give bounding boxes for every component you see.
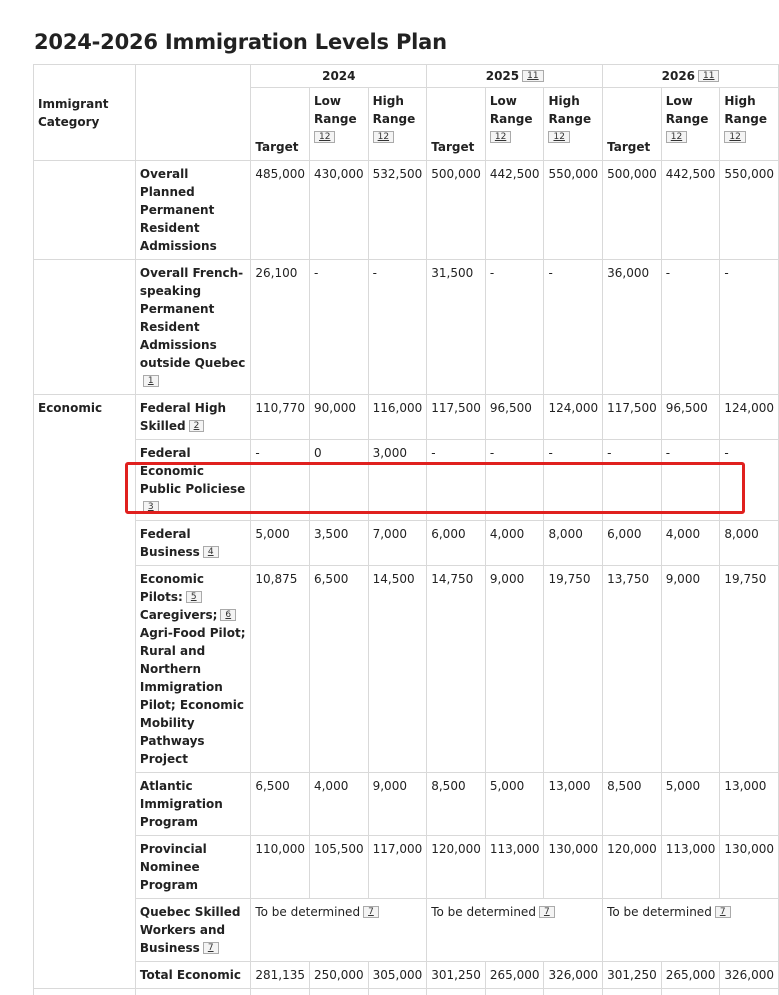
value-cell: - [485, 440, 544, 521]
low-range-header: Low Range 12 [661, 88, 720, 161]
value-cell: 6,500 [251, 773, 310, 836]
value-cell: To be determined 7 [251, 899, 427, 962]
value-cell: 500,000 [603, 161, 662, 260]
value-cell: 113,000 [485, 836, 544, 899]
value-cell: 120,000 [427, 836, 486, 899]
row-label: Federal High Skilled 2 [135, 395, 250, 440]
low-range-header: Low Range 12 [485, 88, 544, 161]
category-cell [34, 161, 136, 260]
value-cell: 250,000 [309, 962, 368, 989]
empty-cell [135, 989, 250, 995]
value-cell: 120,000 [603, 836, 662, 899]
value-cell: 105,500 [309, 836, 368, 899]
value-cell: 430,000 [309, 161, 368, 260]
immigration-levels-table [33, 64, 779, 995]
value-cell: 305,000 [368, 962, 427, 989]
value-cell: 110,770 [251, 395, 310, 440]
footnote-link[interactable]: 7 [539, 906, 555, 918]
table-row [34, 521, 779, 566]
value-cell: 326,000 [544, 962, 603, 989]
empty-cell [34, 989, 136, 995]
value-cell: - [544, 260, 603, 395]
category-cell: Economic [34, 395, 136, 989]
value-cell: 8,000 [544, 521, 603, 566]
empty-cell [251, 989, 310, 995]
footnote-link[interactable]: 1 [143, 375, 159, 387]
value-cell: 8,000 [720, 521, 779, 566]
value-cell: 301,250 [427, 962, 486, 989]
row-label: Federal Business 4 [135, 521, 250, 566]
footnote-link[interactable]: 7 [363, 906, 379, 918]
table-row [34, 989, 779, 995]
value-cell: 5,000 [661, 773, 720, 836]
footnote-link[interactable]: 5 [186, 591, 202, 603]
value-cell: 9,000 [661, 566, 720, 773]
value-cell: 13,000 [720, 773, 779, 836]
value-cell: 442,500 [485, 161, 544, 260]
table-row [34, 773, 779, 836]
value-cell: 3,000 [368, 440, 427, 521]
value-cell: 10,875 [251, 566, 310, 773]
year-header-2026: 2026 11 [603, 65, 779, 88]
value-cell: 8,500 [603, 773, 662, 836]
value-cell: 117,500 [603, 395, 662, 440]
value-cell: 8,500 [427, 773, 486, 836]
row-label: Total Economic [135, 962, 250, 989]
empty-cell [603, 989, 662, 995]
value-cell: - [544, 440, 603, 521]
table-row [34, 836, 779, 899]
low-range-header: Low Range 12 [309, 88, 368, 161]
footnote-link[interactable]: 12 [548, 131, 569, 143]
empty-cell [368, 989, 427, 995]
value-cell: 442,500 [661, 161, 720, 260]
table-row [34, 395, 779, 440]
value-cell: 5,000 [251, 521, 310, 566]
table-row [34, 566, 779, 773]
value-cell: - [427, 440, 486, 521]
footnote-link[interactable]: 7 [203, 942, 219, 954]
row-label: Overall French-speaking Permanent Resident Admissions outside Quebec1 [135, 260, 250, 395]
value-cell: 6,000 [427, 521, 486, 566]
value-cell: 36,000 [603, 260, 662, 395]
table-row [34, 440, 779, 521]
footnote-link[interactable]: 4 [203, 546, 219, 558]
table-row [34, 260, 779, 395]
value-cell: 31,500 [427, 260, 486, 395]
value-cell: - [485, 260, 544, 395]
value-cell: 4,000 [309, 773, 368, 836]
year-header-2024: 2024 [251, 65, 427, 88]
empty-cell [544, 989, 603, 995]
value-cell: 3,500 [309, 521, 368, 566]
value-cell: - [661, 260, 720, 395]
value-cell: 6,000 [603, 521, 662, 566]
value-cell: 117,000 [368, 836, 427, 899]
table-row [34, 899, 779, 962]
value-cell: 110,000 [251, 836, 310, 899]
value-cell: 0 [309, 440, 368, 521]
footnote-link[interactable]: 3 [143, 501, 159, 513]
value-cell: 9,000 [485, 566, 544, 773]
footnote-link[interactable]: 12 [373, 131, 394, 143]
value-cell: - [661, 440, 720, 521]
value-cell: 265,000 [485, 962, 544, 989]
footnote-link[interactable]: 12 [666, 131, 687, 143]
value-cell: 96,500 [661, 395, 720, 440]
value-cell: - [368, 260, 427, 395]
row-label-header [135, 65, 250, 161]
value-cell: 130,000 [720, 836, 779, 899]
value-cell: To be determined 7 [427, 899, 603, 962]
page-title: 2024-2026 Immigration Levels Plan [34, 30, 447, 54]
category-cell [34, 260, 136, 395]
value-cell: 500,000 [427, 161, 486, 260]
row-label: Overall Planned Permanent Resident Admissions [135, 161, 250, 260]
value-cell: 26,100 [251, 260, 310, 395]
target-header: Target [251, 88, 310, 161]
value-cell: 14,750 [427, 566, 486, 773]
value-cell: 326,000 [720, 962, 779, 989]
value-cell: 96,500 [485, 395, 544, 440]
footnote-link[interactable]: 12 [724, 131, 745, 143]
value-cell: 130,000 [544, 836, 603, 899]
row-label: Federal Economic Public Policiese3 [135, 440, 250, 521]
target-header: Target [427, 88, 486, 161]
value-cell: - [720, 260, 779, 395]
value-cell: - [309, 260, 368, 395]
empty-cell [485, 989, 544, 995]
empty-cell [309, 989, 368, 995]
value-cell: To be determined 7 [603, 899, 779, 962]
value-cell: 5,000 [485, 773, 544, 836]
footnote-link[interactable]: 7 [715, 906, 731, 918]
value-cell: 14,500 [368, 566, 427, 773]
year-header-2025: 2025 11 [427, 65, 603, 88]
value-cell: 301,250 [603, 962, 662, 989]
row-label: Economic Pilots: 5 Caregivers; 6 Agri-Food Pilot; Rural and Northern Immigration Pilot; Economic Mobility Pathways Project [135, 566, 250, 773]
value-cell: - [603, 440, 662, 521]
value-cell: 281,135 [251, 962, 310, 989]
value-cell: 13,750 [603, 566, 662, 773]
empty-cell [661, 989, 720, 995]
table-row [34, 962, 779, 989]
value-cell: 4,000 [485, 521, 544, 566]
value-cell: 532,500 [368, 161, 427, 260]
value-cell: 19,750 [720, 566, 779, 773]
value-cell: 116,000 [368, 395, 427, 440]
footnote-link[interactable]: 11 [522, 70, 543, 82]
immigrant-category-header: Immigrant Category [34, 65, 136, 161]
value-cell: 124,000 [544, 395, 603, 440]
footnote-link[interactable]: 11 [698, 70, 719, 82]
value-cell: 90,000 [309, 395, 368, 440]
row-label: Quebec Skilled Workers and Business 7 [135, 899, 250, 962]
footnote-link[interactable]: 2 [189, 420, 205, 432]
value-cell: 9,000 [368, 773, 427, 836]
value-cell: 113,000 [661, 836, 720, 899]
value-cell: 6,500 [309, 566, 368, 773]
value-cell: 485,000 [251, 161, 310, 260]
empty-cell [720, 989, 779, 995]
high-range-header: High Range 12 [720, 88, 779, 161]
footnote-link[interactable]: 12 [314, 131, 335, 143]
target-header: Target [603, 88, 662, 161]
value-cell: 13,000 [544, 773, 603, 836]
empty-cell [427, 989, 486, 995]
value-cell: - [251, 440, 310, 521]
high-range-header: High Range 12 [544, 88, 603, 161]
value-cell: 265,000 [661, 962, 720, 989]
value-cell: 117,500 [427, 395, 486, 440]
value-cell: 7,000 [368, 521, 427, 566]
value-cell: 124,000 [720, 395, 779, 440]
row-label: Atlantic Immigration Program [135, 773, 250, 836]
table-row [34, 161, 779, 260]
row-label: Provincial Nominee Program [135, 836, 250, 899]
value-cell: 4,000 [661, 521, 720, 566]
value-cell: 19,750 [544, 566, 603, 773]
value-cell: 550,000 [720, 161, 779, 260]
high-range-header: High Range 12 [368, 88, 427, 161]
footnote-link[interactable]: 12 [490, 131, 511, 143]
footnote-link[interactable]: 6 [220, 609, 236, 621]
value-cell: - [720, 440, 779, 521]
value-cell: 550,000 [544, 161, 603, 260]
